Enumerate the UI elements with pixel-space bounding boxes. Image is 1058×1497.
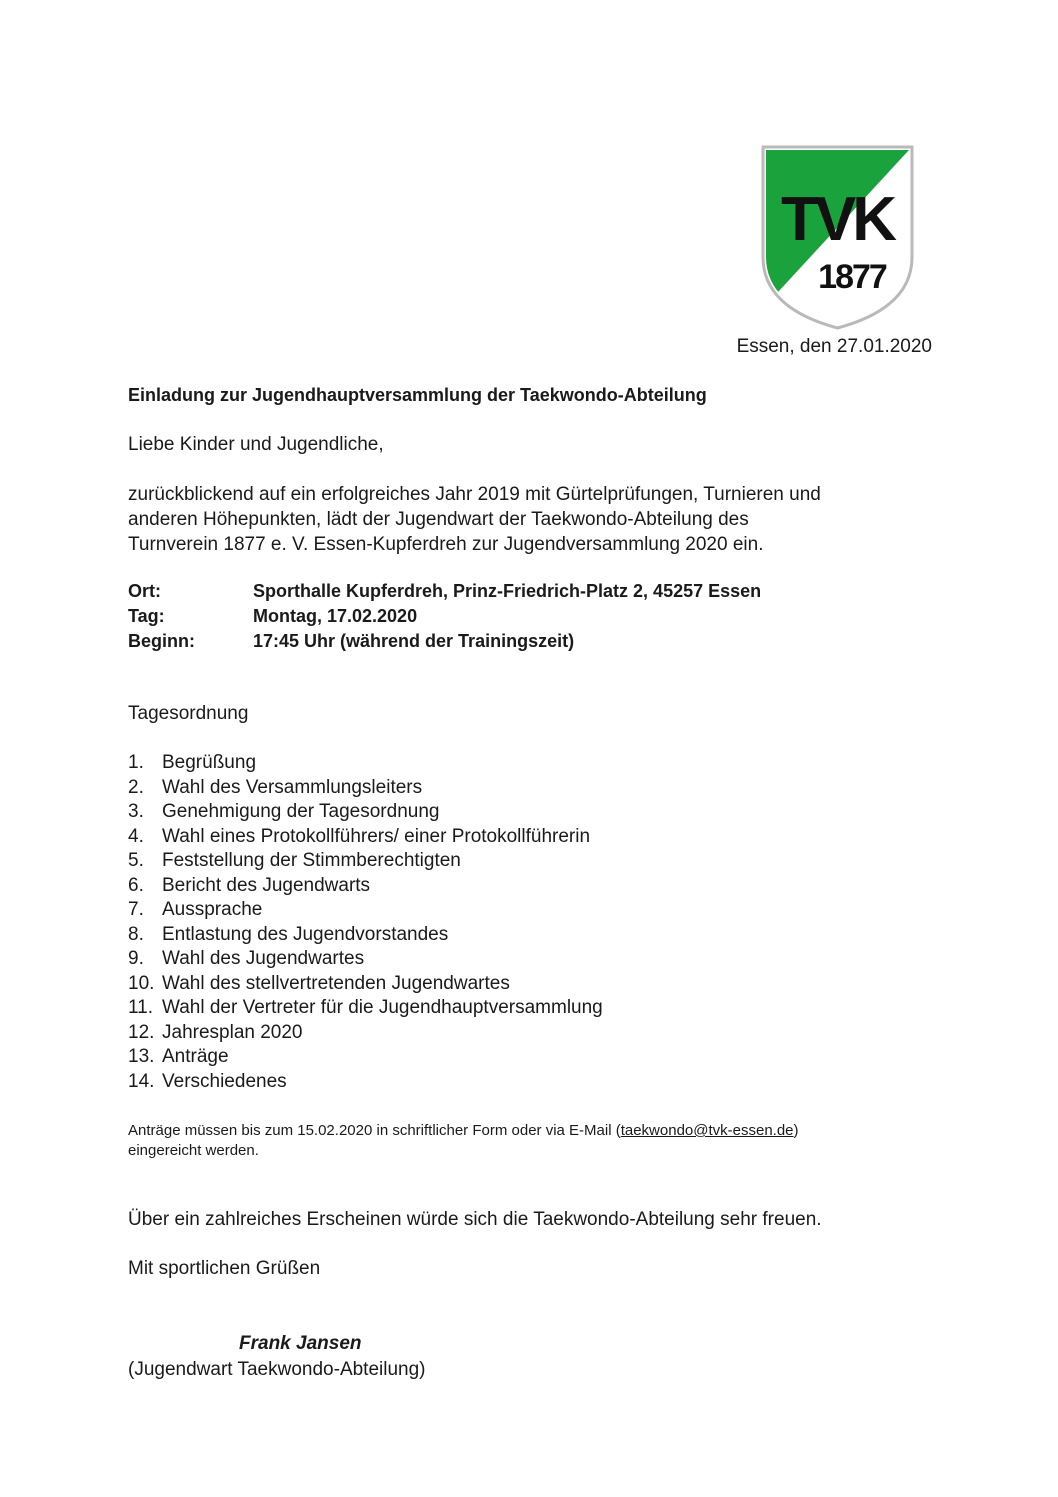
agenda-item [128, 972, 603, 997]
agenda-heading: Tagesordnung [128, 703, 249, 724]
agenda-text: Genehmigung der Tagesordnung [162, 801, 440, 822]
signer-role: (Jugendwart Taekwondo-Abteilung) [128, 1359, 426, 1380]
agenda-item [128, 898, 603, 923]
agenda-number: 11. [128, 997, 154, 1018]
agenda-number: 4. [128, 825, 144, 847]
agenda-text: Aussprache [162, 899, 263, 920]
agenda-number: 12. [128, 1021, 155, 1043]
agenda-text: Wahl der Vertreter für die Jugendhauptversammlung [162, 997, 603, 1018]
agenda-number: 6. [128, 874, 144, 896]
detail-location [128, 579, 761, 604]
closing-sentence: Über ein zahlreiches Erscheinen würde sich die Taekwondo-Abteilung sehr freuen. [128, 1209, 822, 1230]
agenda-text: Jahresplan 2020 [162, 1021, 303, 1043]
agenda-number: 14. [128, 1070, 155, 1092]
agenda-number: 9. [128, 948, 144, 969]
agenda-text: Begrüßung [162, 752, 257, 773]
agenda-item [128, 800, 603, 825]
agenda-list [128, 751, 603, 1094]
agenda-text: Anträge [162, 1046, 229, 1067]
motion-deadline-note [128, 1121, 799, 1161]
agenda-item [128, 776, 603, 801]
intro-paragraph [128, 482, 928, 557]
note-text: Anträge müssen bis zum 15.02.2020 in schriftlicher Form oder via E-Mail ( [128, 1122, 621, 1139]
agenda-text: Verschiedenes [162, 1070, 287, 1092]
agenda-number: 8. [128, 923, 144, 945]
agenda-text: Wahl des stellvertretenden Jugendwartes [162, 972, 510, 994]
agenda-item [128, 1070, 603, 1095]
note-text: ) [793, 1122, 799, 1139]
agenda-number: 13. [128, 1046, 155, 1067]
date-line: Essen, den 27.01.2020 [736, 336, 932, 357]
detail-value: 17:45 Uhr (während der Trainingszeit) [253, 631, 575, 651]
agenda-number: 2. [128, 776, 144, 798]
agenda-number: 5. [128, 850, 144, 871]
detail-start [128, 629, 761, 654]
agenda-number: 7. [128, 899, 144, 920]
detail-label: Beginn: [128, 631, 195, 651]
agenda-item [128, 1021, 603, 1046]
agenda-item [128, 874, 603, 899]
greeting: Liebe Kinder und Jugendliche, [128, 434, 384, 455]
logo-year: 1877 [818, 258, 886, 296]
agenda-item [128, 947, 603, 972]
detail-value: Sporthalle Kupferdreh, Prinz-Friedrich-Platz 2, 45257 Essen [253, 581, 762, 601]
agenda-text: Feststellung der Stimmberechtigten [162, 850, 461, 871]
logo-letters: TVK [781, 185, 893, 254]
agenda-item [128, 1045, 603, 1070]
detail-value: Montag, 17.02.2020 [253, 606, 418, 626]
agenda-number: 1. [128, 752, 144, 773]
intro-line: Turnverein 1877 e. V. Essen-Kupferdreh zur Jugendversammlung 2020 ein. [128, 534, 764, 555]
email-link[interactable]: taekwondo@tvk-essen.de [620, 1122, 794, 1139]
intro-line: zurückblickend auf ein erfolgreiches Jahr 2019 mit Gürtelprüfungen, Turnieren und [128, 484, 821, 505]
agenda-text: Bericht des Jugendwarts [162, 874, 371, 896]
agenda-text: Wahl eines Protokollführers/ einer Protokollführerin [162, 825, 591, 847]
agenda-number: 3. [128, 801, 144, 822]
note-line-1 [128, 1121, 799, 1141]
agenda-text: Wahl des Versammlungsleiters [162, 776, 423, 798]
signer-name: Frank Jansen [239, 1333, 362, 1354]
detail-day [128, 604, 761, 629]
detail-label: Tag: [128, 606, 165, 626]
tvk-logo [760, 145, 915, 330]
agenda-item [128, 923, 603, 948]
note-line-2: eingereicht werden. [128, 1142, 259, 1159]
event-details [128, 579, 761, 654]
agenda-text: Entlastung des Jugendvorstandes [162, 923, 449, 945]
intro-line: anderen Höhepunkten, lädt der Jugendwart der Taekwondo-Abteilung des [128, 509, 749, 530]
regards: Mit sportlichen Grüßen [128, 1258, 321, 1279]
document-title: Einladung zur Jugendhauptversammlung der Taekwondo-Abteilung [128, 385, 707, 405]
agenda-item [128, 751, 603, 776]
agenda-text: Wahl des Jugendwartes [162, 948, 365, 969]
detail-label: Ort: [128, 581, 161, 601]
agenda-item [128, 849, 603, 874]
agenda-item [128, 825, 603, 850]
agenda-item [128, 996, 603, 1021]
agenda-number: 10. [128, 972, 155, 994]
